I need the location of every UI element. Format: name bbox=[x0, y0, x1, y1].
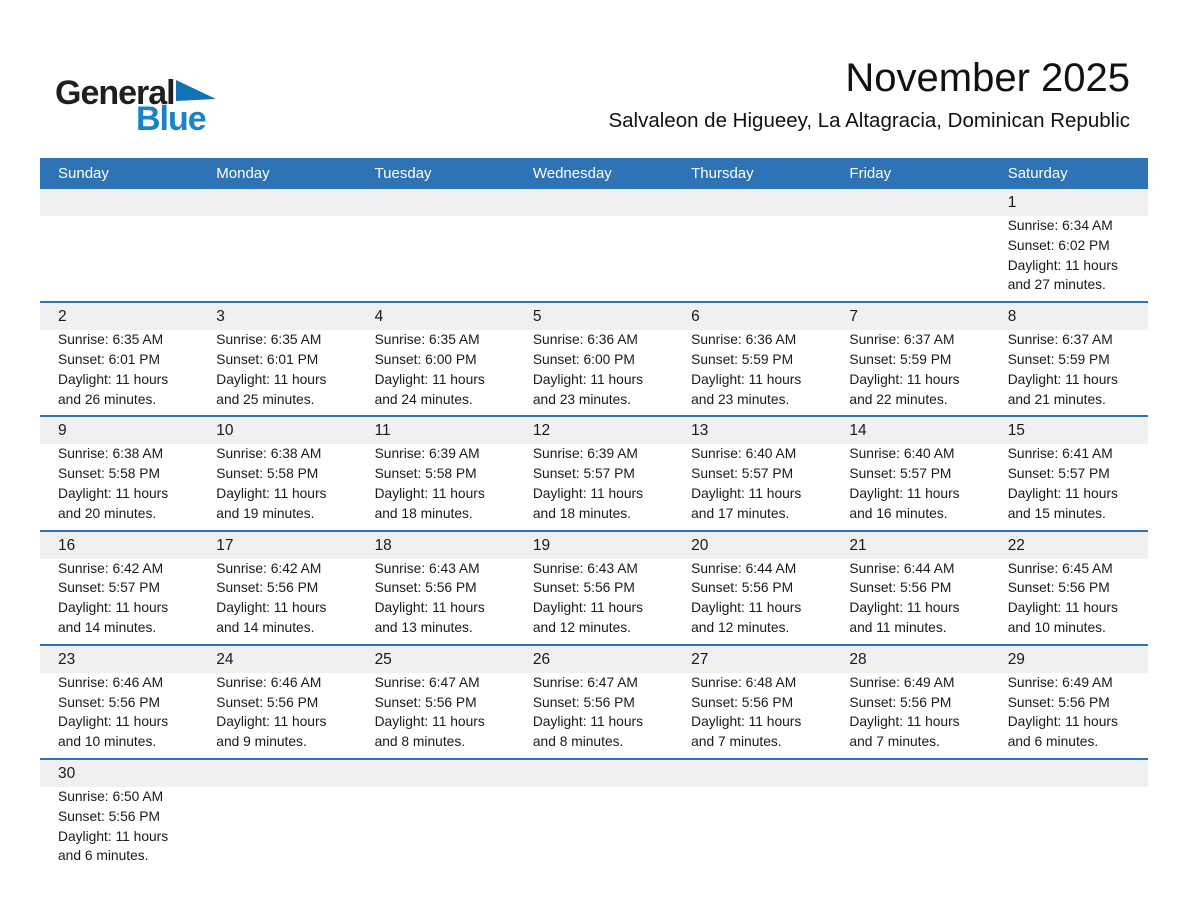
daylight-text: Daylight: 11 hours bbox=[374, 600, 485, 616]
day-number: 11 bbox=[374, 422, 391, 440]
empty-day-cell bbox=[990, 760, 1148, 872]
day-number: 7 bbox=[849, 308, 859, 326]
sunset-text: Sunset: 5:57 PM bbox=[58, 580, 161, 596]
sunrise-text: Sunrise: 6:43 AM bbox=[532, 560, 638, 576]
daylight-text: Daylight: 11 hours bbox=[216, 714, 327, 730]
daylight-minutes-text: and 19 minutes. bbox=[216, 505, 315, 521]
day-number: 1 bbox=[1007, 194, 1017, 211]
daylight-minutes-text: and 18 minutes. bbox=[532, 505, 632, 521]
empty-day-cell bbox=[357, 189, 515, 301]
sunset-text: Sunset: 5:58 PM bbox=[374, 466, 477, 482]
daylight-minutes-text: and 9 minutes. bbox=[216, 734, 307, 750]
week-row-6 bbox=[40, 758, 1148, 872]
empty-day-cell bbox=[673, 760, 831, 872]
daylight-minutes-text: and 15 minutes. bbox=[1007, 505, 1106, 521]
daylight-minutes-text: and 14 minutes. bbox=[58, 619, 157, 635]
daylight-minutes-text: and 25 minutes. bbox=[216, 391, 315, 407]
sunrise-text: Sunrise: 6:36 AM bbox=[691, 332, 797, 348]
sunset-text: Sunset: 5:57 PM bbox=[1007, 466, 1110, 482]
weekday-header-thursday: Thursday bbox=[691, 165, 754, 182]
sunrise-text: Sunrise: 6:43 AM bbox=[374, 560, 480, 576]
sunset-text: Sunset: 5:58 PM bbox=[58, 466, 161, 482]
sunset-text: Sunset: 5:56 PM bbox=[374, 694, 477, 710]
sunrise-text: Sunrise: 6:45 AM bbox=[1007, 560, 1113, 576]
sunset-text: Sunset: 5:57 PM bbox=[849, 466, 952, 482]
daylight-text: Daylight: 11 hours bbox=[1007, 714, 1118, 730]
day-cell-16 bbox=[40, 532, 198, 644]
weekday-header-friday: Friday bbox=[849, 165, 892, 182]
day-cell-4 bbox=[357, 303, 515, 415]
daylight-minutes-text: and 10 minutes. bbox=[58, 734, 157, 750]
day-number: 17 bbox=[216, 536, 234, 554]
day-cell-6 bbox=[673, 303, 831, 415]
daylight-text: Daylight: 11 hours bbox=[532, 371, 644, 387]
day-number: 15 bbox=[1007, 422, 1025, 440]
daylight-text: Daylight: 11 hours bbox=[58, 485, 169, 501]
day-cell-3 bbox=[198, 303, 356, 415]
day-cell-13 bbox=[673, 417, 831, 529]
sunset-text: Sunset: 5:58 PM bbox=[216, 466, 319, 482]
weekday-header-monday: Monday bbox=[216, 165, 270, 182]
sunrise-text: Sunrise: 6:42 AM bbox=[216, 560, 322, 576]
sunrise-text: Sunrise: 6:34 AM bbox=[1007, 218, 1113, 233]
daylight-text: Daylight: 11 hours bbox=[216, 371, 327, 387]
day-number: 23 bbox=[58, 650, 76, 668]
day-cell-26 bbox=[515, 646, 673, 758]
daylight-minutes-text: and 27 minutes. bbox=[1007, 277, 1106, 293]
daylight-text: Daylight: 11 hours bbox=[849, 371, 960, 387]
day-cell-18 bbox=[357, 532, 515, 644]
sunset-text: Sunset: 5:57 PM bbox=[532, 466, 635, 482]
sunset-text: Sunset: 6:00 PM bbox=[532, 351, 635, 367]
daylight-minutes-text: and 6 minutes. bbox=[58, 848, 149, 864]
day-cell-25 bbox=[357, 646, 515, 758]
day-cell-19 bbox=[515, 532, 673, 644]
sunset-text: Sunset: 6:00 PM bbox=[374, 351, 477, 367]
sunset-text: Sunset: 5:56 PM bbox=[849, 694, 952, 710]
daylight-text: Daylight: 11 hours bbox=[1007, 600, 1118, 616]
sunset-text: Sunset: 5:56 PM bbox=[216, 694, 319, 710]
day-cell-7 bbox=[831, 303, 989, 415]
sunrise-text: Sunrise: 6:50 AM bbox=[58, 788, 164, 804]
day-number: 28 bbox=[849, 650, 867, 668]
daylight-minutes-text: and 7 minutes. bbox=[691, 734, 782, 750]
sunrise-text: Sunrise: 6:46 AM bbox=[216, 674, 322, 690]
daylight-minutes-text: and 23 minutes. bbox=[532, 391, 632, 407]
sunset-text: Sunset: 6:01 PM bbox=[216, 351, 319, 367]
daylight-text: Daylight: 11 hours bbox=[216, 600, 327, 616]
empty-day-cell bbox=[198, 760, 356, 872]
sunrise-text: Sunrise: 6:42 AM bbox=[58, 560, 164, 576]
daylight-minutes-text: and 8 minutes. bbox=[374, 734, 466, 750]
daylight-minutes-text: and 10 minutes. bbox=[1007, 619, 1106, 635]
sunrise-text: Sunrise: 6:35 AM bbox=[374, 332, 480, 348]
day-cell-27 bbox=[673, 646, 831, 758]
daylight-minutes-text: and 24 minutes. bbox=[374, 391, 473, 407]
sunset-text: Sunset: 6:01 PM bbox=[58, 351, 161, 367]
day-number: 27 bbox=[691, 650, 709, 668]
day-number: 20 bbox=[691, 536, 709, 554]
sunset-text: Sunset: 5:56 PM bbox=[1007, 694, 1110, 710]
sunrise-text: Sunrise: 6:48 AM bbox=[691, 674, 797, 690]
day-number: 30 bbox=[58, 764, 76, 782]
week-row-5 bbox=[40, 644, 1148, 758]
day-cell-23 bbox=[40, 646, 198, 758]
sunrise-text: Sunrise: 6:37 AM bbox=[849, 332, 955, 348]
daylight-minutes-text: and 23 minutes. bbox=[691, 391, 790, 407]
empty-day-cell bbox=[357, 760, 515, 872]
day-number: 10 bbox=[216, 422, 234, 440]
sunset-text: Sunset: 5:59 PM bbox=[1007, 351, 1110, 367]
sunset-text: Sunset: 5:59 PM bbox=[849, 351, 952, 367]
sunset-text: Sunset: 5:56 PM bbox=[374, 580, 477, 596]
sunset-text: Sunset: 6:02 PM bbox=[1007, 237, 1110, 253]
daylight-text: Daylight: 11 hours bbox=[374, 485, 485, 501]
day-number: 2 bbox=[58, 308, 67, 326]
page-header bbox=[40, 0, 1148, 158]
daylight-minutes-text: and 21 minutes. bbox=[1007, 391, 1106, 407]
day-cell-15 bbox=[990, 417, 1148, 529]
week-row-4 bbox=[40, 530, 1148, 644]
daylight-text: Daylight: 11 hours bbox=[58, 828, 169, 844]
daylight-text: Daylight: 11 hours bbox=[532, 600, 644, 616]
day-number: 8 bbox=[1007, 308, 1017, 326]
empty-day-cell bbox=[673, 189, 831, 301]
sunset-text: Sunset: 5:56 PM bbox=[58, 808, 161, 824]
logo-text-general: General bbox=[55, 74, 175, 112]
day-cell-21 bbox=[831, 532, 989, 644]
day-cell-11 bbox=[357, 417, 515, 529]
daylight-text: Daylight: 11 hours bbox=[374, 714, 485, 730]
day-number: 9 bbox=[58, 422, 67, 440]
daylight-minutes-text: and 17 minutes. bbox=[691, 505, 790, 521]
day-cell-22 bbox=[990, 532, 1148, 644]
week-row-1 bbox=[40, 189, 1148, 301]
day-cell-9 bbox=[40, 417, 198, 529]
day-cell-30 bbox=[40, 760, 198, 872]
day-number: 19 bbox=[532, 536, 551, 554]
day-number: 4 bbox=[374, 308, 384, 326]
sunset-text: Sunset: 5:56 PM bbox=[691, 694, 794, 710]
day-number: 13 bbox=[691, 422, 709, 440]
sunset-text: Sunset: 5:56 PM bbox=[691, 580, 794, 596]
sunset-text: Sunset: 5:57 PM bbox=[691, 466, 794, 482]
day-cell-1 bbox=[990, 189, 1148, 301]
day-cell-5 bbox=[515, 303, 673, 415]
day-cell-20 bbox=[673, 532, 831, 644]
daylight-text: Daylight: 11 hours bbox=[691, 600, 802, 616]
daylight-minutes-text: and 26 minutes. bbox=[58, 391, 157, 407]
sunrise-text: Sunrise: 6:39 AM bbox=[374, 446, 480, 462]
page-subtitle: Salvaleon de Higueey, La Altagracia, Dominican Republic bbox=[608, 109, 1130, 132]
day-number: 24 bbox=[216, 650, 234, 668]
day-number: 22 bbox=[1007, 536, 1025, 554]
daylight-text: Daylight: 11 hours bbox=[374, 371, 485, 387]
sunrise-text: Sunrise: 6:49 AM bbox=[849, 674, 955, 690]
daylight-minutes-text: and 12 minutes. bbox=[691, 619, 790, 635]
calendar bbox=[40, 158, 1148, 872]
sunset-text: Sunset: 5:56 PM bbox=[849, 580, 952, 596]
day-number: 14 bbox=[849, 422, 867, 440]
logo-text-blue: Blue bbox=[136, 100, 206, 138]
daylight-text: Daylight: 11 hours bbox=[58, 371, 169, 387]
empty-day-cell bbox=[40, 189, 198, 301]
empty-day-cell bbox=[515, 189, 673, 301]
sunrise-text: Sunrise: 6:36 AM bbox=[532, 332, 638, 348]
sunset-text: Sunset: 5:56 PM bbox=[532, 580, 635, 596]
daylight-minutes-text: and 6 minutes. bbox=[1007, 734, 1099, 750]
sunset-text: Sunset: 5:56 PM bbox=[58, 694, 161, 710]
sunrise-text: Sunrise: 6:35 AM bbox=[216, 332, 322, 348]
day-number: 16 bbox=[58, 536, 76, 554]
day-number: 21 bbox=[849, 536, 867, 554]
sunset-text: Sunset: 5:56 PM bbox=[1007, 580, 1110, 596]
day-cell-17 bbox=[198, 532, 356, 644]
daylight-minutes-text: and 16 minutes. bbox=[849, 505, 948, 521]
day-cell-24 bbox=[198, 646, 356, 758]
sunrise-text: Sunrise: 6:46 AM bbox=[58, 674, 164, 690]
day-cell-10 bbox=[198, 417, 356, 529]
sunrise-text: Sunrise: 6:37 AM bbox=[1007, 332, 1113, 348]
sunset-text: Sunset: 5:59 PM bbox=[691, 351, 794, 367]
day-cell-14 bbox=[831, 417, 989, 529]
weekday-header-wednesday: Wednesday bbox=[532, 165, 612, 182]
sunrise-text: Sunrise: 6:44 AM bbox=[691, 560, 797, 576]
sunrise-text: Sunrise: 6:40 AM bbox=[849, 446, 955, 462]
day-number: 25 bbox=[374, 650, 392, 668]
sunrise-text: Sunrise: 6:38 AM bbox=[58, 446, 164, 462]
daylight-text: Daylight: 11 hours bbox=[849, 600, 960, 616]
day-cell-29 bbox=[990, 646, 1148, 758]
daylight-text: Daylight: 11 hours bbox=[691, 371, 802, 387]
day-number: 6 bbox=[691, 308, 700, 326]
day-cell-8 bbox=[990, 303, 1148, 415]
day-number: 12 bbox=[532, 422, 551, 440]
calendar-grid bbox=[40, 189, 1148, 872]
daylight-text: Daylight: 11 hours bbox=[1007, 485, 1118, 501]
empty-day-cell bbox=[831, 189, 989, 301]
day-cell-28 bbox=[831, 646, 989, 758]
daylight-minutes-text: and 11 minutes. bbox=[849, 619, 947, 635]
day-cell-12 bbox=[515, 417, 673, 529]
daylight-text: Daylight: 11 hours bbox=[58, 600, 169, 616]
sunrise-text: Sunrise: 6:40 AM bbox=[691, 446, 797, 462]
daylight-text: Daylight: 11 hours bbox=[1007, 371, 1118, 387]
daylight-text: Daylight: 11 hours bbox=[216, 485, 327, 501]
daylight-minutes-text: and 20 minutes. bbox=[58, 505, 157, 521]
day-number: 26 bbox=[532, 650, 551, 668]
general-blue-logo bbox=[55, 76, 255, 140]
empty-day-cell bbox=[198, 189, 356, 301]
weekday-header-row bbox=[40, 158, 1148, 189]
day-cell-2 bbox=[40, 303, 198, 415]
day-number: 5 bbox=[532, 308, 542, 326]
daylight-text: Daylight: 11 hours bbox=[58, 714, 169, 730]
daylight-minutes-text: and 22 minutes. bbox=[849, 391, 948, 407]
weekday-header-saturday: Saturday bbox=[1007, 165, 1068, 182]
page-title: November 2025 bbox=[845, 56, 1130, 100]
sunrise-text: Sunrise: 6:47 AM bbox=[532, 674, 638, 690]
sunrise-text: Sunrise: 6:39 AM bbox=[532, 446, 638, 462]
week-row-3 bbox=[40, 415, 1148, 529]
day-number: 29 bbox=[1007, 650, 1025, 668]
weekday-header-sunday: Sunday bbox=[58, 165, 109, 182]
daylight-text: Daylight: 11 hours bbox=[849, 485, 960, 501]
sunrise-text: Sunrise: 6:35 AM bbox=[58, 332, 164, 348]
daylight-minutes-text: and 14 minutes. bbox=[216, 619, 315, 635]
day-number: 3 bbox=[216, 308, 225, 326]
week-row-2 bbox=[40, 301, 1148, 415]
empty-day-cell bbox=[831, 760, 989, 872]
daylight-minutes-text: and 8 minutes. bbox=[532, 734, 624, 750]
daylight-minutes-text: and 13 minutes. bbox=[374, 619, 473, 635]
sunrise-text: Sunrise: 6:49 AM bbox=[1007, 674, 1113, 690]
sunrise-text: Sunrise: 6:38 AM bbox=[216, 446, 322, 462]
daylight-text: Daylight: 11 hours bbox=[1007, 257, 1118, 273]
daylight-text: Daylight: 11 hours bbox=[532, 485, 644, 501]
sunrise-text: Sunrise: 6:44 AM bbox=[849, 560, 955, 576]
daylight-minutes-text: and 7 minutes. bbox=[849, 734, 940, 750]
sunrise-text: Sunrise: 6:47 AM bbox=[374, 674, 480, 690]
daylight-minutes-text: and 18 minutes. bbox=[374, 505, 473, 521]
daylight-text: Daylight: 11 hours bbox=[849, 714, 960, 730]
daylight-minutes-text: and 12 minutes. bbox=[532, 619, 632, 635]
sunrise-text: Sunrise: 6:41 AM bbox=[1007, 446, 1113, 462]
daylight-text: Daylight: 11 hours bbox=[691, 714, 802, 730]
weekday-header-tuesday: Tuesday bbox=[374, 165, 432, 182]
sunset-text: Sunset: 5:56 PM bbox=[216, 580, 319, 596]
sunset-text: Sunset: 5:56 PM bbox=[532, 694, 635, 710]
daylight-text: Daylight: 11 hours bbox=[532, 714, 644, 730]
daylight-text: Daylight: 11 hours bbox=[691, 485, 802, 501]
day-number: 18 bbox=[374, 536, 392, 554]
empty-day-cell bbox=[515, 760, 673, 872]
